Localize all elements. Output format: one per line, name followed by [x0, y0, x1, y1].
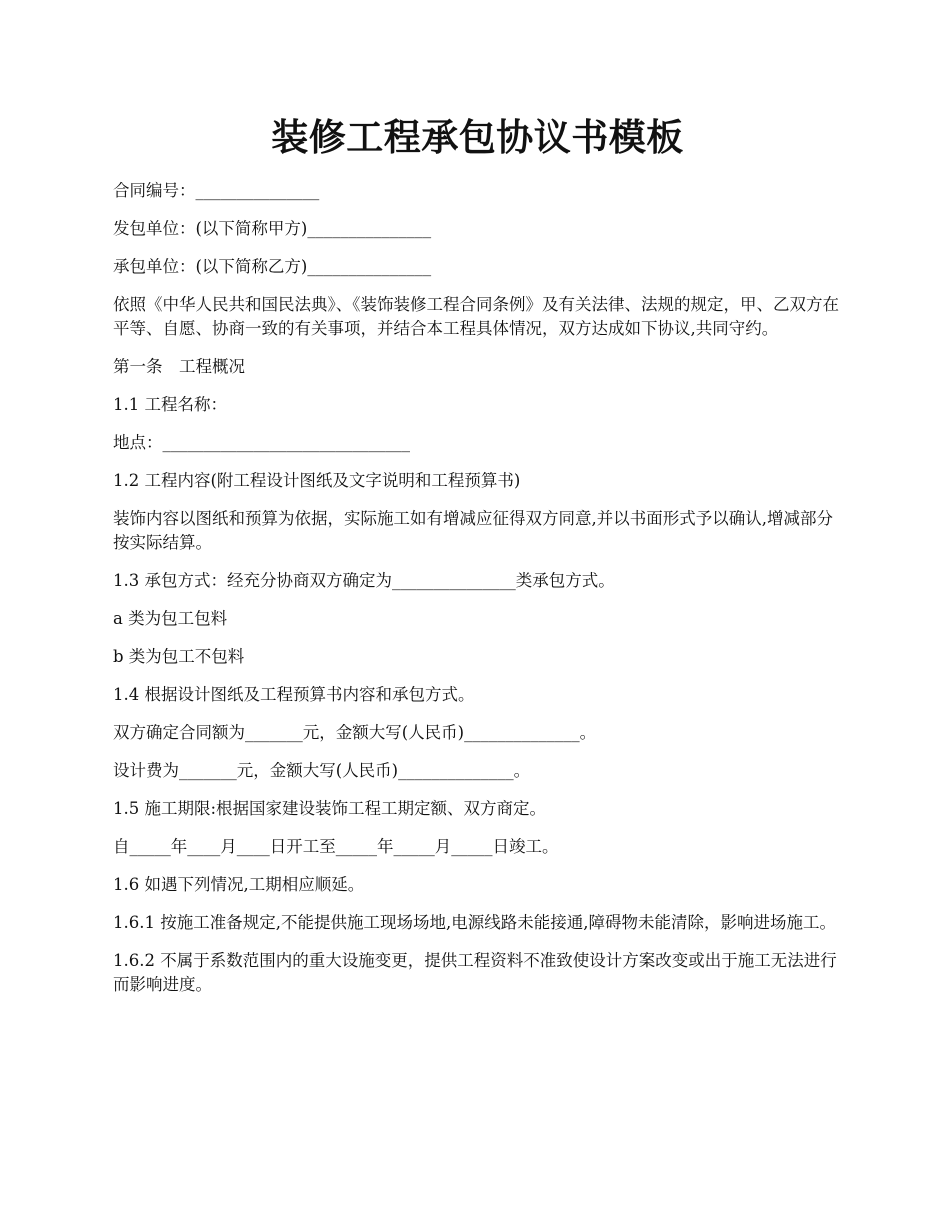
option-b-line: b 类为包工不包料	[113, 647, 245, 666]
clause-1-5-construction-period: 1.5 施工期限:根据国家建设装饰工程工期定额、双方商定。	[113, 799, 547, 818]
option-a-line: a 类为包工包料	[113, 609, 228, 628]
clause-1-1-project-name: 1.1 工程名称：	[113, 395, 227, 414]
clause-1-3-contract-mode: 1.3 承包方式：经充分协商双方确定为_______________类承包方式。	[113, 571, 615, 590]
design-fee-line: 设计费为_______元，金额大写(人民币)______________。	[113, 761, 531, 780]
construction-dates-line: 自_____年____月____日开工至_____年_____月_____日竣工。	[113, 837, 559, 856]
clause-1-4-basis: 1.4 根据设计图纸及工程预算书内容和承包方式。	[113, 685, 475, 704]
article-1-heading: 第一条 工程概况	[113, 357, 245, 376]
title-spacer	[113, 162, 842, 179]
clause-1-6-extension: 1.6 如遇下列情况,工期相应顺延。	[113, 875, 365, 894]
project-location-line: 地点：______________________________	[113, 433, 410, 452]
party-a-line: 发包单位：(以下简称甲方)_______________	[113, 219, 432, 238]
clause-1-6-2: 1.6.2 不属于系数范围内的重大设施变更，提供工程资料不准致使设计方案改变或出于施工无法进行而影响进度。	[113, 951, 837, 994]
clause-1-2-project-content: 1.2 工程内容(附工程设计图纸及文字说明和工程预算书)	[113, 471, 521, 490]
document-title: 装修工程承包协议书模板	[271, 115, 684, 159]
clause-1-6-1: 1.6.1 按施工准备规定,不能提供施工现场场地,电源线路未能接通,障碍物未能清除，影响进场施工。	[113, 913, 836, 932]
contract-amount-line: 双方确定合同额为_______元，金额大写(人民币)______________。	[113, 723, 597, 742]
contract-number-line: 合同编号：_______________	[113, 181, 320, 200]
party-b-line: 承包单位：(以下简称乙方)_______________	[113, 257, 432, 276]
preamble-paragraph: 依照《中华人民共和国民法典》、《装饰装修工程合同条例》及有关法律、法规的规定，甲、乙双方在平等、自愿、协商一致的有关事项，并结合本工程具体情况，双方达成如下协议,共同守约。	[113, 295, 839, 338]
decoration-content-paragraph: 装饰内容以图纸和预算为依据，实际施工如有增减应征得双方同意,并以书面形式予以确认,增减部分按实际结算。	[113, 509, 833, 552]
